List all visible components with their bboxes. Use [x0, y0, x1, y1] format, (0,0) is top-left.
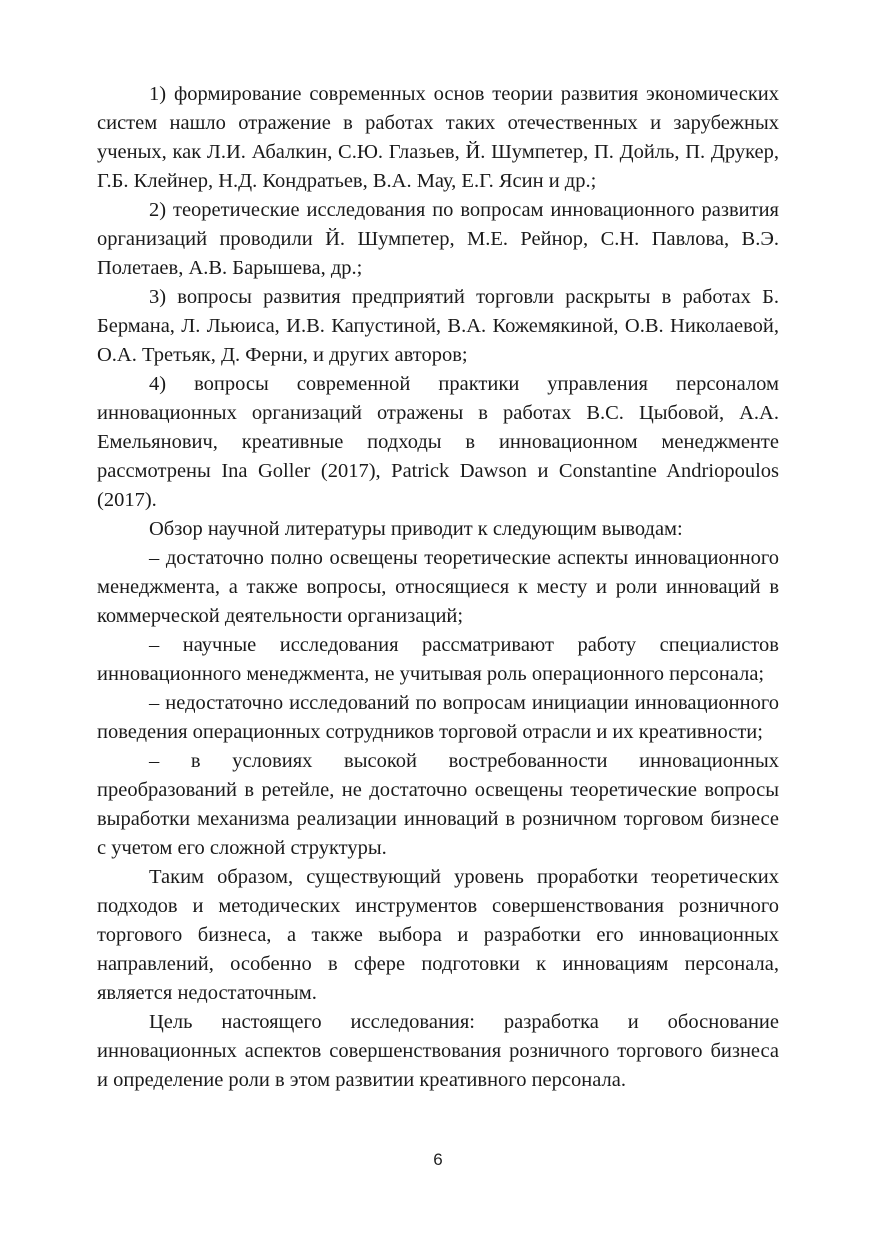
paragraph-summary: Таким образом, существующий уровень проработки теоретических подходов и методических инструментов совершенствования розничного торгового бизнеса, а также выбора и разработки его инновационных направлений, особенно в сфере подготовки к инновациям персонала, является недостаточным. [97, 866, 779, 1004]
paragraph-conclusion-2: – научные исследования рассматривают работу специалистов инновационного менеджмента, не учитывая роль операционного персонала; [97, 634, 779, 685]
page-number: 6 [433, 1150, 443, 1169]
paragraph-item-3: 3) вопросы развития предприятий торговли раскрыты в работах Б. Бермана, Л. Льюиса, И.В. Капустиной, В.А. Кожемякиной, О.В. Николаевой, О.А. Третьяк, Д. Ферни, и других авторов; [97, 286, 779, 366]
paragraph-research-goal: Цель настоящего исследования: разработка и обоснование инновационных аспектов совершенствования розничного торгового бизнеса и определение роли в этом развитии креативного персонала. [97, 1011, 779, 1091]
paragraph-item-4: 4) вопросы современной практики управления персоналом инновационных организаций отражены в работах В.С. Цыбовой, А.А. Емельянович, креативные подходы в инновационном менеджменте рассмотрены Ina Goller (2017), Patrick Dawson и Constantine Andriopoulos (2017). [97, 373, 779, 511]
paragraph-conclusion-4: – в условиях высокой востребованности инновационных преобразований в ретейле, не достаточно освещены теоретические вопросы выработки механизма реализации инноваций в розничном торговом бизнесе с учетом его сложной структуры. [97, 750, 779, 859]
paragraph-conclusion-1: – достаточно полно освещены теоретические аспекты инновационного менеджмента, а также вопросы, относящиеся к месту и роли инноваций в коммерческой деятельности организаций; [97, 547, 779, 627]
paragraph-item-2: 2) теоретические исследования по вопросам инновационного развития организаций проводили Й. Шумпетер, М.Е. Рейнор, С.Н. Павлова, В.Э. Полетаев, А.В. Барышева, др.; [97, 199, 779, 279]
paragraph-item-1: 1) формирование современных основ теории развития экономических систем нашло отражение в работах таких отечественных и зарубежных ученых, как Л.И. Абалкин, С.Ю. Глазьев, Й. Шумпетер, П. Дойль, П. Друкер, Г.Б. Клейнер, Н.Д. Кондратьев, В.А. Мау, Е.Г. Ясин и др.; [97, 83, 779, 192]
body-text [97, 80, 779, 1095]
paragraph-review-intro: Обзор научной литературы приводит к следующим выводам: [149, 518, 683, 540]
paragraph-conclusion-3: – недостаточно исследований по вопросам инициации инновационного поведения операционных сотрудников торговой отрасли и их креативности; [97, 692, 779, 743]
